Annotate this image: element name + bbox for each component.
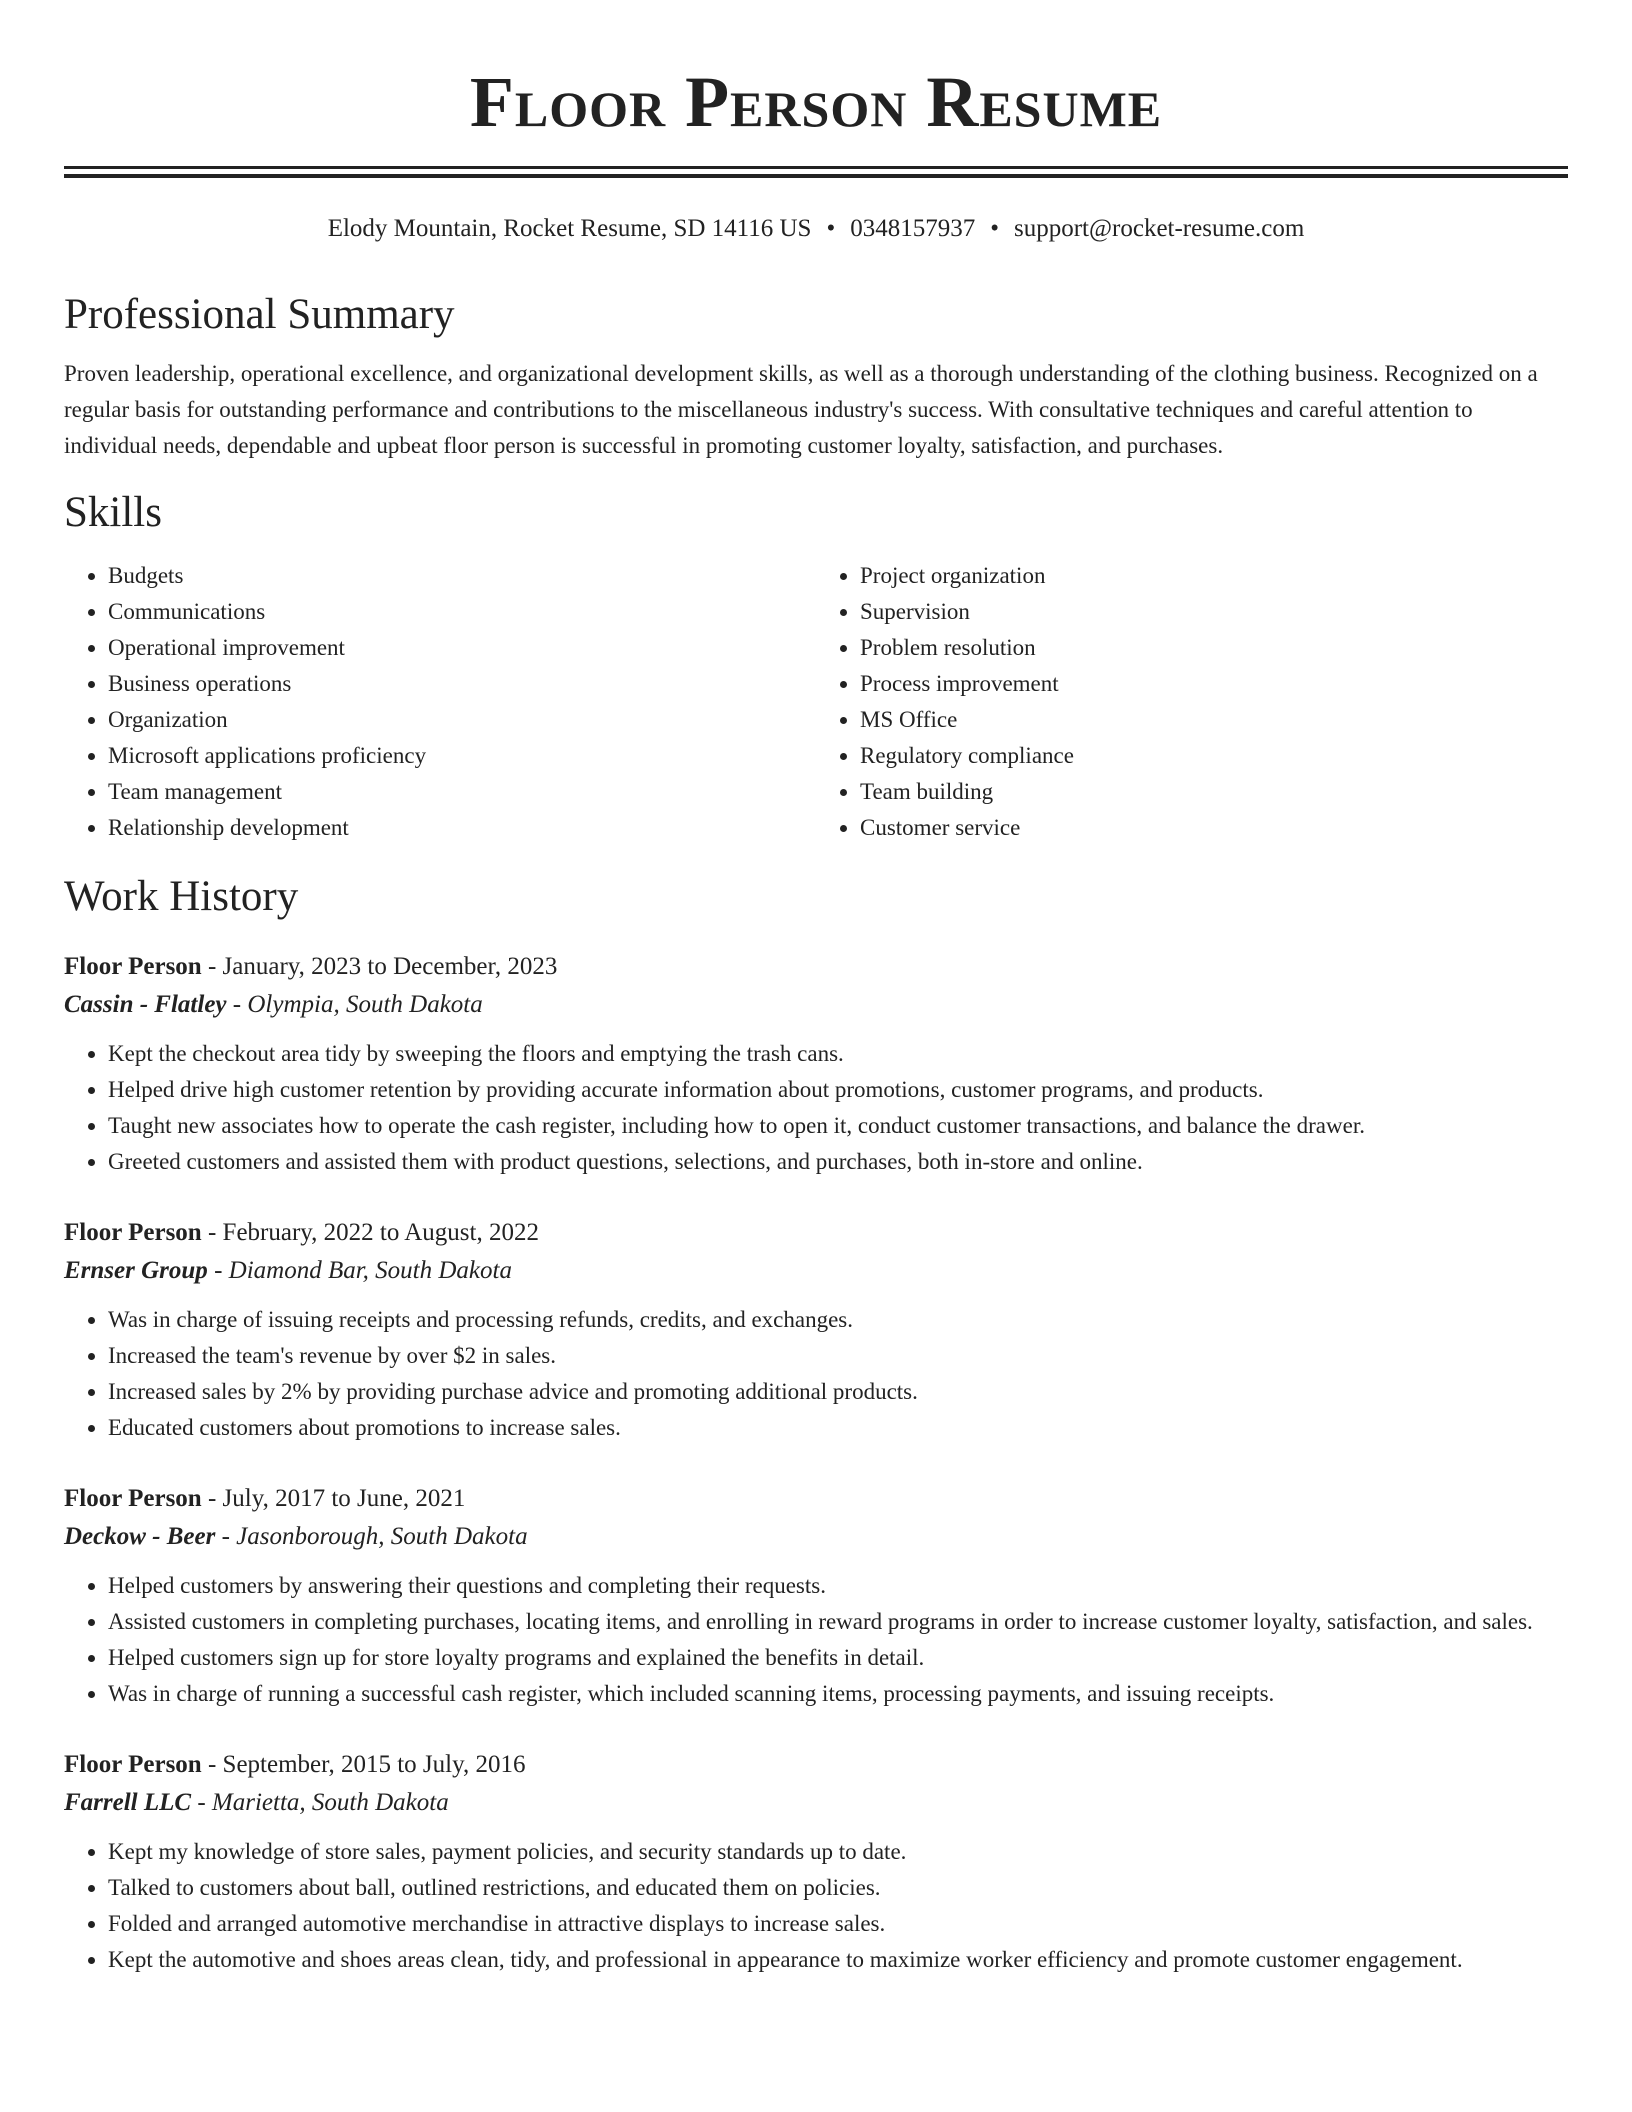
contact-separator: • bbox=[990, 215, 999, 242]
job-title-line: Floor Person - February, 2022 to August, 2022 bbox=[64, 1219, 539, 1246]
skills-list-left bbox=[64, 558, 816, 846]
job-bullet: • Talked to customers about ball, outlined restrictions, and educated them on policies. bbox=[108, 1870, 1568, 1906]
skill-item: • Operational improvement bbox=[108, 630, 816, 666]
work-history-list bbox=[64, 948, 1568, 1978]
summary-text: Proven leadership, operational excellence, and organizational development skills, as well as a thorough understanding of the clothing business. Recognized on a regular basis for outstanding performance and contributions to the miscellaneous industry's success. With consultative techniques and careful attention to individual needs, dependable and upbeat floor person is successful in promoting customer loyalty, satisfaction, and purchases. bbox=[64, 361, 1538, 458]
job-company-line: Farrell LLC - Marietta, South Dakota bbox=[64, 1789, 449, 1816]
job-role: Floor Person bbox=[64, 1219, 202, 1246]
job-bullet: • Helped customers by answering their questions and completing their requests. bbox=[108, 1568, 1568, 1604]
job-dates: September, 2015 to July, 2016 bbox=[222, 1751, 526, 1778]
job-company: Farrell LLC bbox=[64, 1789, 192, 1816]
job-entry bbox=[64, 1746, 1568, 1978]
job-entry bbox=[64, 1214, 1568, 1446]
job-bullets bbox=[64, 1036, 1568, 1180]
skill-item: • Regulatory compliance bbox=[860, 738, 1568, 774]
job-title-line: Floor Person - July, 2017 to June, 2021 bbox=[64, 1485, 466, 1512]
job-bullet: • Assisted customers in completing purchases, locating items, and enrolling in reward programs in order to increase customer loyalty, satisfaction, and sales. bbox=[108, 1604, 1568, 1640]
skill-item: • Budgets bbox=[108, 558, 816, 594]
job-dates: January, 2023 to December, 2023 bbox=[222, 953, 558, 980]
skill-item: • Relationship development bbox=[108, 810, 816, 846]
contact-email: support@rocket-resume.com bbox=[1014, 215, 1305, 242]
job-dates: July, 2017 to June, 2021 bbox=[222, 1485, 466, 1512]
job-title-line: Floor Person - September, 2015 to July, 2016 bbox=[64, 1751, 526, 1778]
job-bullet: • Educated customers about promotions to increase sales. bbox=[108, 1410, 1568, 1446]
job-dates: February, 2022 to August, 2022 bbox=[222, 1219, 539, 1246]
skills-heading: Skills bbox=[64, 489, 162, 536]
summary-heading: Professional Summary bbox=[64, 291, 455, 338]
job-company: Ernser Group bbox=[64, 1257, 208, 1284]
job-bullets bbox=[64, 1302, 1568, 1446]
job-location: Marietta, South Dakota bbox=[211, 1789, 449, 1816]
skill-item: • MS Office bbox=[860, 702, 1568, 738]
contact-phone: 0348157937 bbox=[850, 215, 976, 242]
job-bullet: • Taught new associates how to operate the cash register, including how to open it, conduct customer transactions, and balance the drawer. bbox=[108, 1108, 1568, 1144]
job-bullet: • Kept my knowledge of store sales, payment policies, and security standards up to date. bbox=[108, 1834, 1568, 1870]
job-bullet: • Was in charge of running a successful cash register, which included scanning items, processing payments, and issuing receipts. bbox=[108, 1676, 1568, 1712]
job-company-line: Deckow - Beer - Jasonborough, South Dakota bbox=[64, 1523, 528, 1550]
job-role: Floor Person bbox=[64, 1751, 202, 1778]
title-double-rule bbox=[64, 166, 1568, 178]
job-bullet: • Greeted customers and assisted them with product questions, selections, and purchases, both in-store and online. bbox=[108, 1144, 1568, 1180]
job-bullet: • Kept the checkout area tidy by sweeping the floors and emptying the trash cans. bbox=[108, 1036, 1568, 1072]
job-location: Jasonborough, South Dakota bbox=[236, 1523, 528, 1550]
skill-item: • Business operations bbox=[108, 666, 816, 702]
job-bullet: • Was in charge of issuing receipts and processing refunds, credits, and exchanges. bbox=[108, 1302, 1568, 1338]
skill-item: • Customer service bbox=[860, 810, 1568, 846]
job-company-line: Cassin - Flatley - Olympia, South Dakota bbox=[64, 991, 483, 1018]
work-history-heading: Work History bbox=[64, 873, 299, 920]
job-bullet: • Kept the automotive and shoes areas clean, tidy, and professional in appearance to maximize worker efficiency and promote customer engagement. bbox=[108, 1942, 1568, 1978]
job-bullets bbox=[64, 1834, 1568, 1978]
job-bullet: • Helped drive high customer retention by providing accurate information about promotions, customer programs, and products. bbox=[108, 1072, 1568, 1108]
job-title-line: Floor Person - January, 2023 to December, 2023 bbox=[64, 953, 558, 980]
job-role: Floor Person bbox=[64, 953, 202, 980]
resume-title: Floor Person Resume bbox=[469, 62, 1163, 142]
job-bullet: • Helped customers sign up for store loyalty programs and explained the benefits in detail. bbox=[108, 1640, 1568, 1676]
job-company: Cassin - Flatley bbox=[64, 991, 227, 1018]
skill-item: • Team management bbox=[108, 774, 816, 810]
job-location: Olympia, South Dakota bbox=[247, 991, 483, 1018]
skill-item: • Microsoft applications proficiency bbox=[108, 738, 816, 774]
job-bullet: • Increased the team's revenue by over $2 in sales. bbox=[108, 1338, 1568, 1374]
skill-item: • Project organization bbox=[860, 558, 1568, 594]
skill-item: • Communications bbox=[108, 594, 816, 630]
job-company: Deckow - Beer bbox=[64, 1523, 216, 1550]
skill-item: • Organization bbox=[108, 702, 816, 738]
job-bullet: • Folded and arranged automotive merchandise in attractive displays to increase sales. bbox=[108, 1906, 1568, 1942]
contact-address: Elody Mountain, Rocket Resume, SD 14116 US bbox=[327, 215, 812, 242]
skills-list-right bbox=[816, 558, 1568, 846]
skill-item: • Process improvement bbox=[860, 666, 1568, 702]
skill-item: • Problem resolution bbox=[860, 630, 1568, 666]
skills-columns bbox=[64, 558, 1568, 846]
contact-separator: • bbox=[826, 215, 836, 242]
job-bullet: • Increased sales by 2% by providing purchase advice and promoting additional products. bbox=[108, 1374, 1568, 1410]
job-role: Floor Person bbox=[64, 1485, 202, 1512]
job-bullets bbox=[64, 1568, 1568, 1712]
job-company-line: Ernser Group - Diamond Bar, South Dakota bbox=[64, 1257, 512, 1284]
contact-line bbox=[64, 212, 1568, 246]
skill-item: • Supervision bbox=[860, 594, 1568, 630]
job-location: Diamond Bar, South Dakota bbox=[228, 1257, 512, 1284]
skill-item: • Team building bbox=[860, 774, 1568, 810]
job-entry bbox=[64, 1480, 1568, 1712]
job-entry bbox=[64, 948, 1568, 1180]
